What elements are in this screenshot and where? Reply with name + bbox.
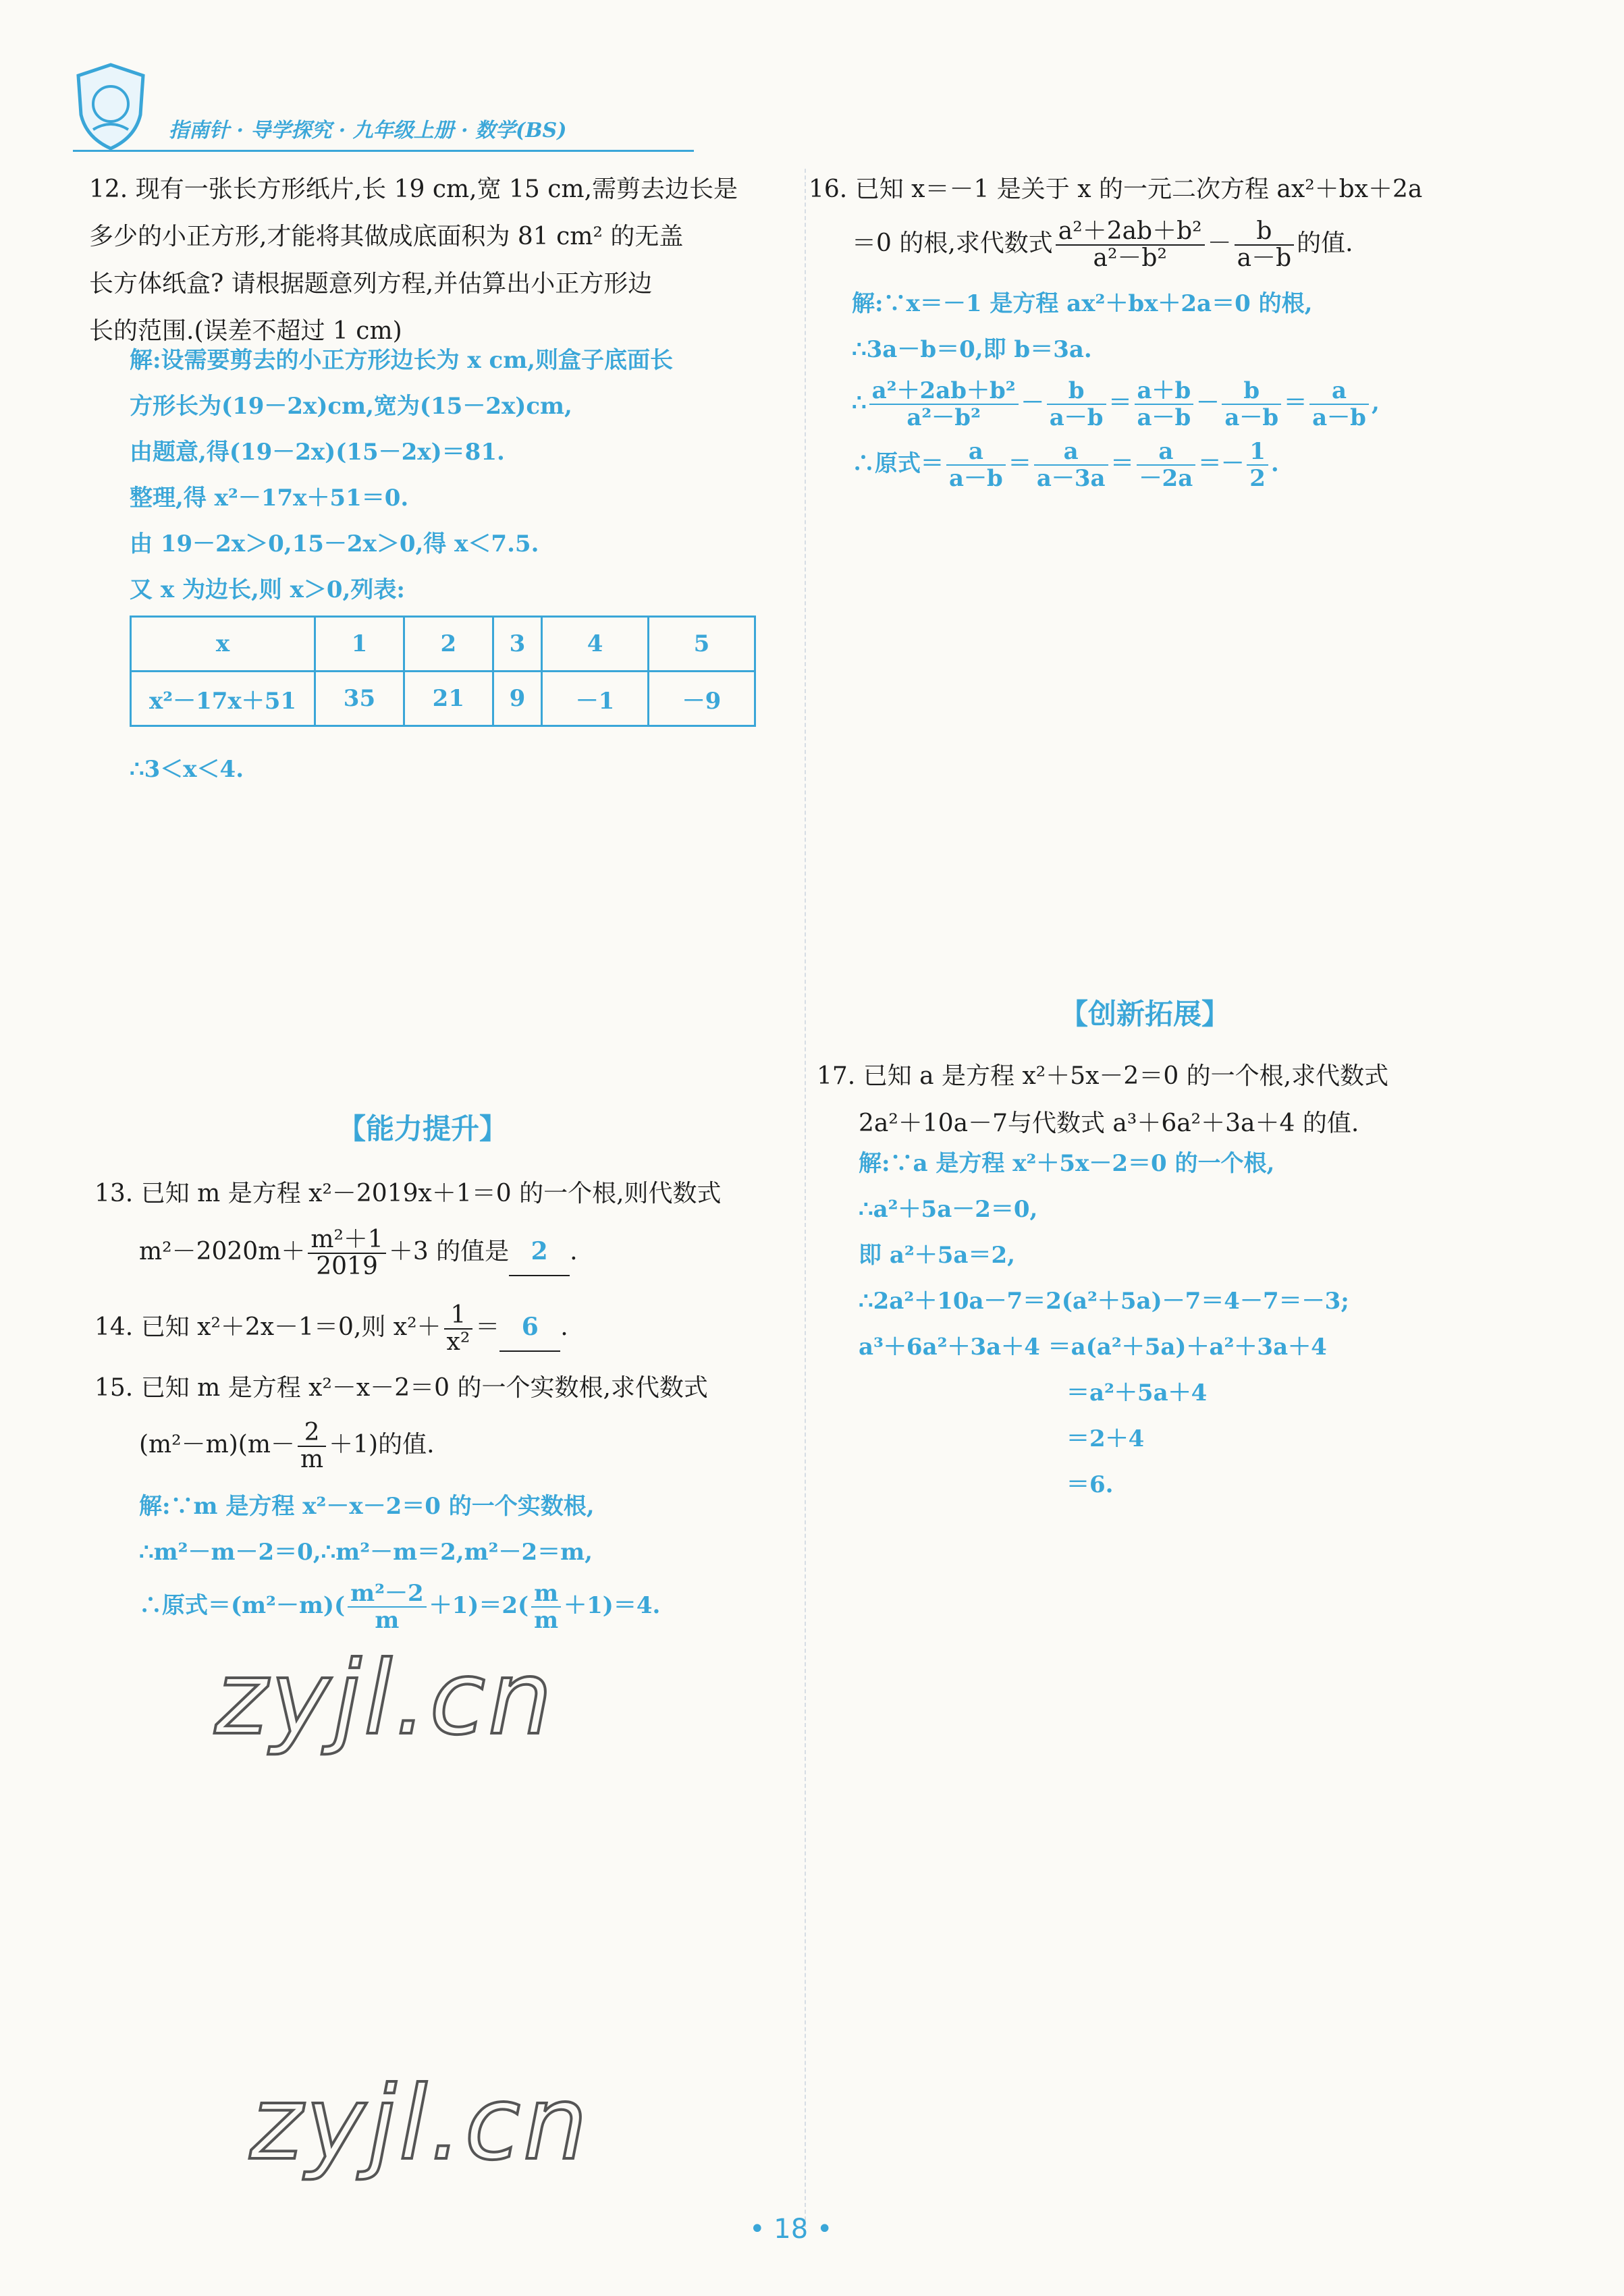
table-cell: 2 — [404, 617, 493, 672]
fraction: $\frac{a}{a-3a}$ — [1034, 439, 1108, 491]
header-rule — [73, 150, 694, 152]
q13-expression: m²－2020m＋ $\frac{\text{m²＋1}}{2019}$ ＋3 的值是 2 . — [139, 1226, 578, 1280]
table-cell: 21 — [404, 672, 493, 726]
table-row — [131, 617, 755, 672]
q16-answer-line: 解:∵x＝－1 是方程 ax²＋bx＋2a＝0 的根, — [852, 290, 1313, 317]
table-cell: －1 — [542, 672, 649, 726]
q17-answer-line: ＝a²＋5a＋4 — [1066, 1379, 1208, 1406]
q17-answer — [859, 1141, 1588, 1508]
header-logo — [73, 62, 148, 151]
question-17 — [817, 1053, 1573, 1147]
q15-answer-line: 解:∵m 是方程 x²－x－2＝0 的一个实数根, — [139, 1493, 595, 1520]
fraction: $\frac{2}{m}$ — [298, 1420, 326, 1473]
fraction: $\frac{1}{2}$ — [1247, 439, 1268, 491]
q12-answer-line: 解:设需要剪去的小正方形边长为 x cm,则盒子底面长 — [130, 347, 674, 374]
q17-answer-line: ＝2＋4 — [1066, 1425, 1145, 1452]
q17-answer-line: 即 a²＋5a＝2, — [859, 1242, 1015, 1269]
q16-answer-line: ∴原式＝ $\frac{a}{a-b}$ ＝ $\frac{a}{a-3a}$ ＝ $\frac{a}{-2a}$ ＝－ $\frac{1}{2}$ . — [852, 438, 1279, 492]
q15-expression: (m²－m)(m－ $\frac{2}{m}$ ＋1)的值. — [139, 1419, 435, 1473]
table-cell: x²－17x＋51 — [131, 672, 315, 726]
fraction: $\frac{b}{a-b}$ — [1222, 378, 1281, 431]
table-row — [131, 672, 755, 726]
q12-line: 多少的小正方形,才能将其做成底面积为 81 cm² 的无盖 — [89, 223, 684, 250]
fraction: $\frac{m}{m}$ — [531, 1581, 561, 1633]
page-number: • 18 • — [749, 2214, 833, 2245]
fraction: $\frac{a+b}{a-b}$ — [1135, 378, 1194, 431]
section-title-innovation: 【创新拓展】 — [1060, 997, 1230, 1031]
table-cell: 4 — [542, 617, 649, 672]
table-cell: 5 — [649, 617, 755, 672]
table-cell: －9 — [649, 672, 755, 726]
q12-answer-line: 又 x 为边长,则 x＞0,列表: — [130, 576, 405, 603]
watermark: zyjl.cn — [215, 1640, 556, 1757]
q12-line: 长的范围.(误差不超过 1 cm) — [89, 317, 402, 345]
fraction: $\frac{a}{a-b}$ — [946, 439, 1006, 491]
fraction: $\frac{b}{a-b}$ — [1235, 219, 1295, 271]
header-title: 指南针 · 导学探究 · 九年级上册 · 数学(BS) — [169, 119, 567, 142]
q17-answer-line: ∴a²＋5a－2＝0, — [859, 1196, 1038, 1223]
q12-answer-line: 由 19－2x＞0,15－2x＞0,得 x＜7.5. — [130, 530, 539, 557]
q17-answer-line: 解:∵a 是方程 x²＋5x－2＝0 的一个根, — [859, 1150, 1275, 1177]
fraction: $\frac{a}{-2a}$ — [1137, 439, 1196, 491]
table-cell: x — [131, 617, 315, 672]
question-15 — [94, 1365, 796, 1473]
q15-answer-line: ∴原式＝(m²－m)( $\frac{\text{m²－2}}{m}$ ＋1)＝2( $\frac{m}{m}$ ＋1)＝4. — [139, 1580, 661, 1634]
q15-answer-line: ∴m²－m－2＝0,∴m²－m＝2,m²－2＝m, — [139, 1539, 593, 1566]
q12-line: 12. 现有一张长方形纸片,长 19 cm,宽 15 cm,需剪去边长是 — [89, 175, 738, 203]
q16-answer-line: ∴ $\frac{\text{a²＋2ab＋b²}}{\text{a²－b²}}$ － $\frac{b}{a-b}$ ＝ $\frac{a+b}{a-b}$ － $\frac{b}{a-b}$ ＝ $\frac{a}{a-b}$ , — [852, 377, 1380, 431]
question-12 — [89, 166, 778, 355]
q17-answer-line: ＝6. — [1066, 1471, 1114, 1498]
watermark: zyjl.cn — [250, 2065, 591, 2183]
column-divider — [805, 169, 806, 2234]
q12-conclusion: ∴3＜x＜4. — [130, 756, 244, 783]
question-13 — [94, 1170, 796, 1280]
question-16 — [809, 166, 1565, 271]
fraction: $\frac{\text{a²＋2ab＋b²}}{\text{a²－b²}}$ — [1056, 219, 1205, 271]
fraction: $\frac{b}{a-b}$ — [1047, 378, 1106, 431]
q16-answer-line: ∴3a－b＝0,即 b＝3a. — [852, 336, 1092, 363]
q16-line: 16. 已知 x＝－1 是关于 x 的一元二次方程 ax²＋bx＋2a — [809, 175, 1423, 203]
q17-line: 2a²＋10a－7与代数式 a³＋6a²＋3a＋4 的值. — [859, 1110, 1359, 1137]
fraction: $\frac{\text{a²＋2ab＋b²}}{\text{a²－b²}}$ — [869, 378, 1019, 431]
table-cell: 3 — [493, 617, 541, 672]
q13-line: 13. 已知 m 是方程 x²－2019x＋1＝0 的一个根,则代数式 — [94, 1180, 722, 1207]
q17-line: 17. 已知 a 是方程 x²＋5x－2＝0 的一个根,求代数式 — [817, 1062, 1389, 1090]
q12-table — [130, 616, 756, 727]
q12-answer — [130, 337, 778, 613]
q16-expression: ＝0 的根,求代数式 $\frac{\text{a²＋2ab＋b²}}{\text{a²－b²}}$ － $\frac{b}{a-b}$ 的值. — [852, 217, 1353, 272]
section-title-ability: 【能力提升】 — [337, 1112, 508, 1145]
table-cell: 9 — [493, 672, 541, 726]
table-cell: 1 — [315, 617, 404, 672]
q14-answer-blank: 6 — [499, 1303, 560, 1352]
question-14: 14. 已知 x²＋2x－1＝0,则 x²＋ $\frac{1}{\text{x²}}$ ＝ 6 . — [94, 1301, 568, 1356]
q13-answer-blank: 2 — [509, 1228, 570, 1276]
q12-answer-line: 方形长为(19－2x)cm,宽为(15－2x)cm, — [130, 393, 572, 420]
q16-answer — [852, 281, 1581, 491]
fraction: $\frac{1}{\text{x²}}$ — [444, 1303, 473, 1355]
q15-answer — [139, 1483, 787, 1633]
fraction: $\frac{\text{m²＋1}}{2019}$ — [308, 1227, 385, 1280]
q12-answer-line: 整理,得 x²－17x＋51＝0. — [130, 485, 409, 512]
fraction: $\frac{a}{a-b}$ — [1309, 378, 1369, 431]
fraction: $\frac{\text{m²－2}}{m}$ — [348, 1581, 427, 1633]
table-cell: 35 — [315, 672, 404, 726]
q12-line: 长方体纸盒? 请根据题意列方程,并估算出小正方形边 — [89, 270, 653, 298]
q15-line: 15. 已知 m 是方程 x²－x－2＝0 的一个实数根,求代数式 — [94, 1374, 708, 1402]
q12-answer-line: 由题意,得(19－2x)(15－2x)＝81. — [130, 439, 505, 466]
shield-logo-icon — [73, 62, 148, 151]
q17-answer-line: a³＋6a²＋3a＋4 ＝a(a²＋5a)＋a²＋3a＋4 — [859, 1334, 1327, 1361]
q17-answer-line: ∴2a²＋10a－7＝2(a²＋5a)－7＝4－7＝－3; — [859, 1288, 1349, 1315]
